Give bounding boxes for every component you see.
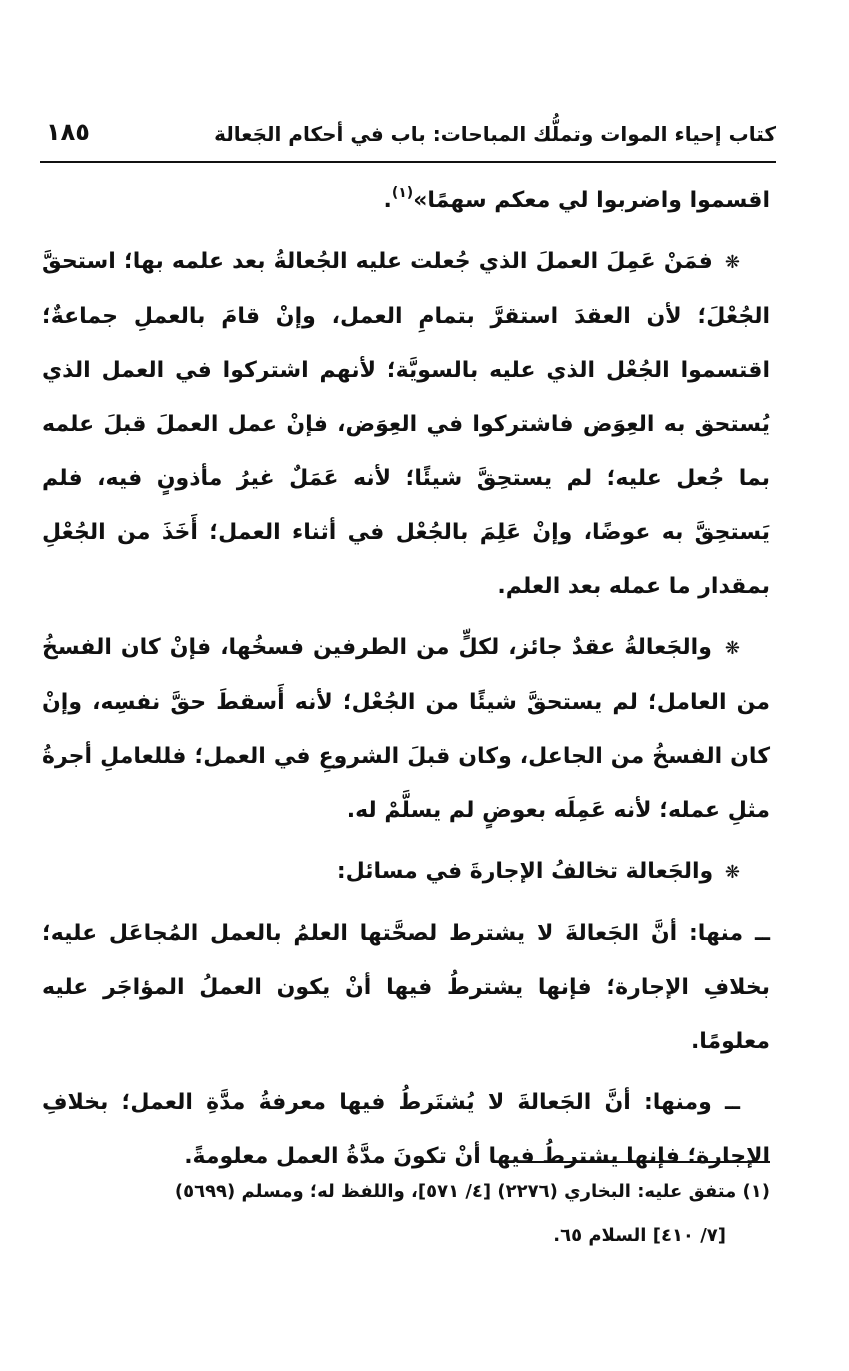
footnote-rule <box>526 1161 770 1163</box>
list-item-1 <box>42 907 770 1069</box>
header-rule <box>40 161 776 163</box>
main-text <box>42 174 770 1191</box>
star-bullet-icon: ❋ <box>724 862 740 883</box>
paragraph-text: اقسموا واضربوا لي معكم سهمًا» <box>413 188 770 213</box>
page-header <box>40 118 776 158</box>
star-bullet-icon: ❋ <box>724 252 740 273</box>
page-number: ١٨٥ <box>46 118 90 146</box>
footnote-1-line-1: (١) متفق عليه: البخاري (٢٢٧٦) [٤/ ٥٧١]، واللفظ له؛ ومسلم (٥٦٩٩) <box>174 1181 770 1202</box>
footnotes <box>42 1170 770 1258</box>
paragraph-2 <box>42 621 770 838</box>
list-item-2 <box>42 1076 770 1184</box>
paragraph-text: فمَنْ عَمِلَ العملَ الذي جُعلت عليه الجُعالةُ بعد علمه بها؛ استحقَّ الجُعْلَ؛ لأن العقدَ استقرَّ بتمامِ العمل، وإنْ قامَ بالعملِ جماعةٌ؛ اقتسموا الجُعْل الذي عليه بالسويَّة؛ لأنهم اشتركوا في العمل الذي يُستحق به العِوَض فاشتركوا في العِوَض، فإنْ عمل العملَ قبلَ علمه بما جُعل عليه؛ لم يستحِقَّ شيئًا؛ لأنه عَمَلٌ غيرُ مأذونٍ فيه، فلم يَستحِقَّ به عوضًا، وإنْ عَلِمَ بالجُعْل في أثناء العمل؛ أَخَذَ من الجُعْلِ بمقدار ما عمله بعد العلم. <box>42 249 770 599</box>
list-item-text: ــ ومنها: أنَّ الجَعالةَ لا يُشتَرطُ فيها معرفةُ مدَّةِ العمل؛ بخلافِ الإجارة؛ فإنها يشترطُ فيها أنْ تكونَ مدَّةُ العمل معلومةً. <box>42 1090 770 1169</box>
paragraph-end: . <box>383 188 392 213</box>
paragraph-1 <box>42 235 770 614</box>
footnote-1-line-2: [٧/ ٤١٠] السلام ٦٥. <box>553 1225 726 1246</box>
running-head: كتاب إحياء الموات وتملُّك المباحات: باب في أحكام الجَعالة <box>214 122 776 146</box>
paragraph-text: والجَعالةُ عقدٌ جائز، لكلٍّ من الطرفين فسخُها، فإنْ كان الفسخُ من العامل؛ لم يستحقَّ شيئًا من الجُعْل؛ لأنه أَسقطَ حقَّ نفسِه، وإنْ كان الفسخُ من الجاعل، وكان قبلَ الشروعِ في العمل؛ فللعاملِ أجرةُ مثلِ عمله؛ لأنه عَمِلَه بعوضٍ لم يسلَّمْ له. <box>42 635 770 823</box>
paragraph-3 <box>42 845 770 900</box>
paragraph-text: والجَعالة تخالفُ الإجارةَ في مسائل: <box>336 859 714 884</box>
list-item-text: ــ منها: أنَّ الجَعالةَ لا يشترط لصحَّتها العلمُ بالعمل المُجاعَل عليه؛ بخلافِ الإجارة؛ فإنها يشترطُ فيها أنْ يكون العملُ المؤاجَر عليه معلومًا. <box>42 921 770 1054</box>
star-bullet-icon: ❋ <box>724 638 740 659</box>
footnote-reference: (١) <box>391 185 414 201</box>
paragraph-continuation <box>42 174 770 228</box>
